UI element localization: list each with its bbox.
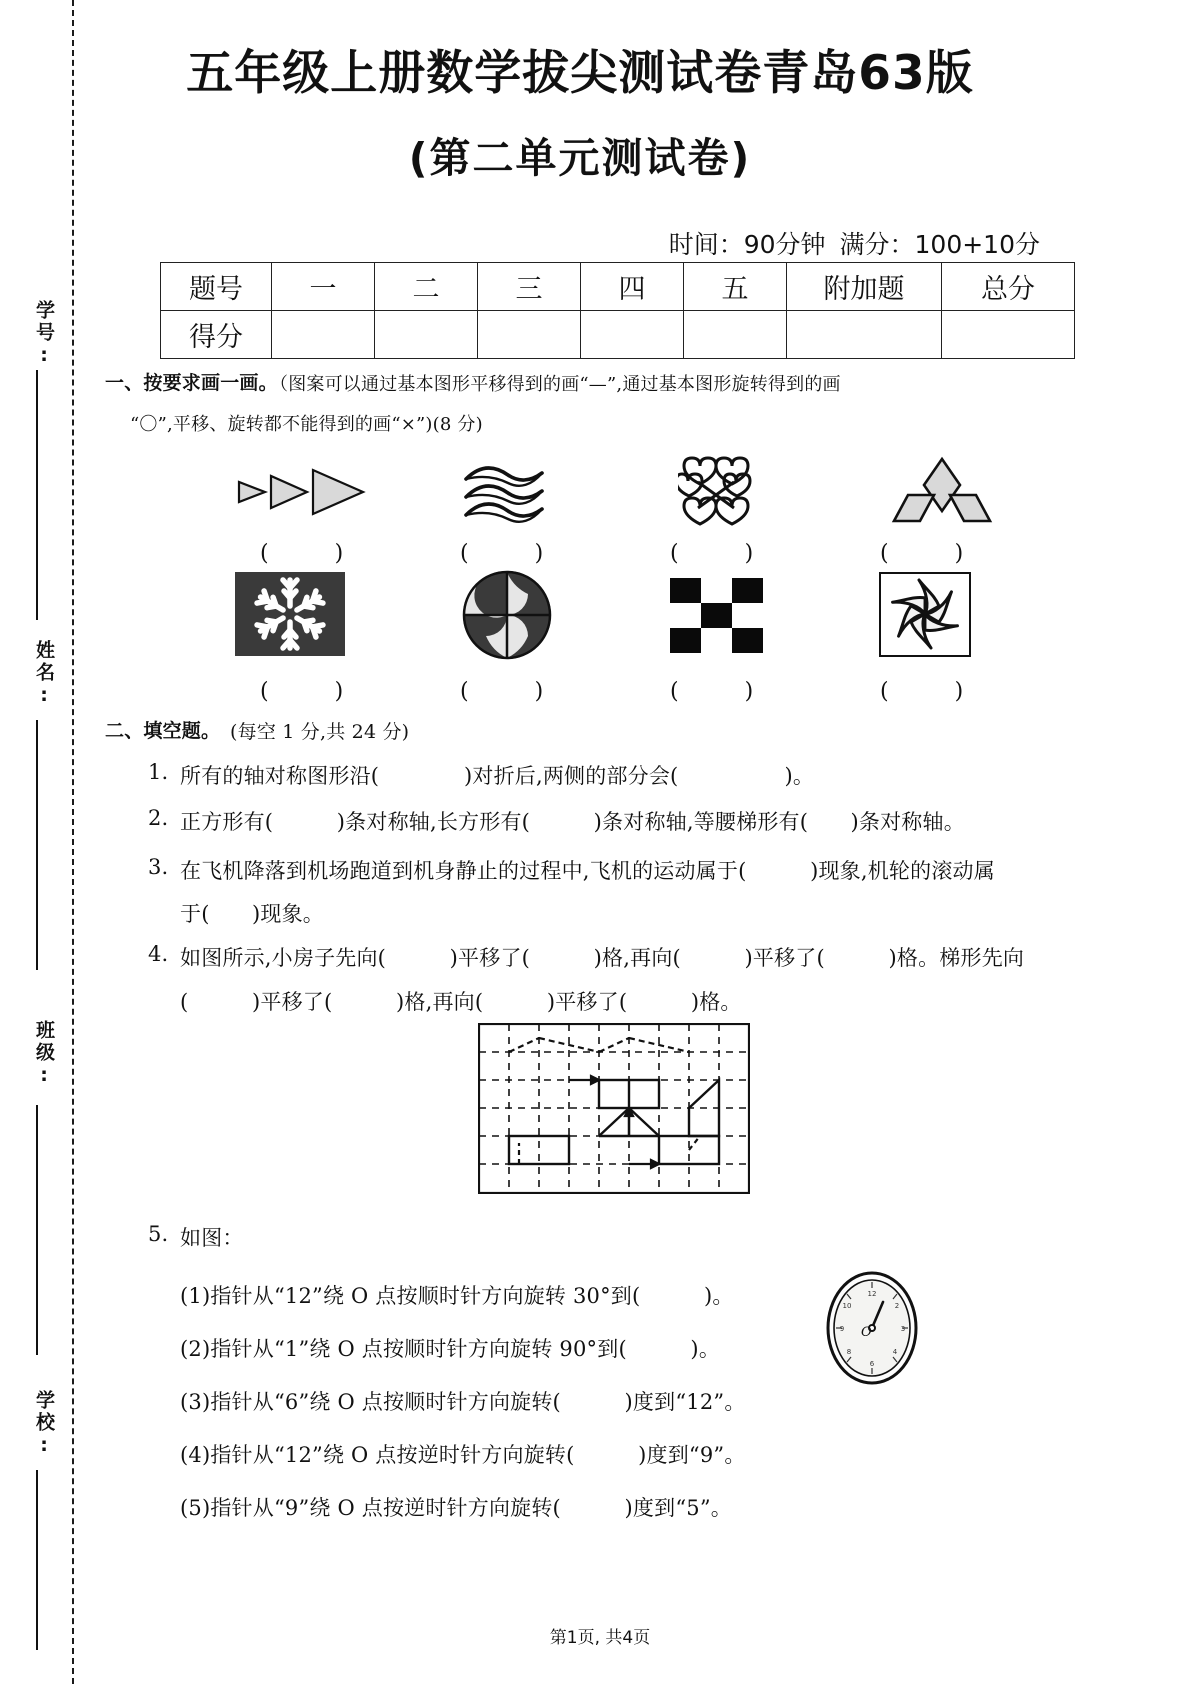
section1-heading: 一、按要求画一画。: [105, 372, 278, 394]
binding-dashed-line: [72, 0, 74, 1684]
question-5-sub-1[interactable]: (1)指针从“12”绕 O 点按顺时针方向旋转 30°到( )。: [180, 1284, 734, 1308]
clock-figure: [825, 1270, 919, 1391]
translation-grid-figure: [478, 1023, 750, 1199]
section1-instruction-line2: “〇”,平移、旋转都不能得到的画“×”)(8 分): [130, 414, 483, 435]
table-row-score: [161, 311, 1075, 359]
waves-figure: [460, 463, 550, 530]
full-score-label: 满分：100+10分: [839, 230, 1040, 259]
field-label-school: 学校:: [33, 1390, 55, 1459]
exam-meta: [669, 225, 1040, 261]
page-footer: 第1页, 共4页: [549, 1628, 651, 1648]
checkerboard-figure: [670, 578, 763, 658]
score-entry-cell[interactable]: [375, 311, 478, 359]
score-entry-cell[interactable]: [478, 311, 581, 359]
question-5-sub-3[interactable]: (3)指针从“6”绕 O 点按顺时针方向旋转( )度到“12”。: [180, 1390, 746, 1414]
svg-text:12: 12: [867, 1290, 877, 1298]
table-row-header: [161, 263, 1075, 311]
question-number: 1.: [148, 760, 169, 784]
page-subtitle: (第二单元测试卷): [408, 134, 752, 182]
ornament-figure: [678, 452, 754, 537]
question-5-sub-4[interactable]: (4)指针从“12”绕 O 点按逆时针方向旋转( )度到“9”。: [180, 1443, 746, 1467]
field-rule-school: [36, 1470, 38, 1650]
page-title: 五年级上册数学拔尖测试卷青岛63版: [186, 46, 974, 101]
score-table-cell: 五: [684, 263, 787, 311]
question-4-line2[interactable]: ( )平移了( )格,再向( )平移了( )格。: [180, 990, 742, 1014]
score-table-cell: 四: [581, 263, 684, 311]
left-binding-margin: [0, 0, 100, 1684]
svg-text:8: 8: [846, 1348, 852, 1356]
score-table-cell: 三: [478, 263, 581, 311]
svg-text:2: 2: [894, 1302, 900, 1310]
question-3-line2[interactable]: 于( )现象。: [180, 902, 324, 926]
pinwheel-circle-figure: [462, 570, 552, 665]
field-label-name: 姓名:: [33, 640, 55, 709]
score-table-cell: 一: [272, 263, 375, 311]
star-pinwheel-figure: [879, 572, 971, 662]
field-label-class: 班级:: [33, 1020, 55, 1089]
question-5-sub-5[interactable]: (5)指针从“9”绕 O 点按逆时针方向旋转( )度到“5”。: [180, 1496, 732, 1520]
svg-text:9: 9: [839, 1325, 845, 1333]
section2-heading: 二、填空题。: [105, 720, 221, 742]
score-entry-cell[interactable]: [272, 311, 375, 359]
answer-paren[interactable]: ( ): [880, 541, 964, 566]
answer-paren[interactable]: ( ): [460, 679, 544, 704]
question-number: 4.: [148, 942, 169, 966]
question-5-text: 如图：: [180, 1226, 244, 1250]
answer-paren[interactable]: ( ): [460, 541, 544, 566]
answer-paren[interactable]: ( ): [670, 679, 754, 704]
clock-center-label: O: [861, 1325, 872, 1340]
diamonds-figure: [890, 455, 994, 536]
score-entry-cell[interactable]: [942, 311, 1075, 359]
svg-text:6: 6: [869, 1360, 875, 1368]
section1-instruction-line1: （图案可以通过基本图形平移得到的画“—”,通过基本图形旋转得到的画: [270, 374, 841, 395]
field-rule-class: [36, 1105, 38, 1355]
svg-text:4: 4: [892, 1348, 898, 1356]
score-table-cell: 总分: [942, 263, 1075, 311]
snowflake-figure: [235, 572, 345, 661]
answer-paren[interactable]: ( ): [880, 679, 964, 704]
question-4-line1[interactable]: 如图所示,小房子先向( )平移了( )格,再向( )平移了( )格。梯形先向: [180, 946, 1025, 970]
score-table-cell: 题号: [161, 263, 272, 311]
svg-text:10: 10: [842, 1302, 852, 1310]
question-1-text[interactable]: 所有的轴对称图形沿( )对折后,两侧的部分会( )。: [180, 764, 815, 788]
score-table: [160, 262, 1075, 359]
question-number: 3.: [148, 855, 169, 879]
score-entry-cell[interactable]: [684, 311, 787, 359]
score-entry-cell[interactable]: [581, 311, 684, 359]
field-rule-student-id: [36, 370, 38, 620]
score-table-cell: 二: [375, 263, 478, 311]
question-number: 5.: [148, 1222, 169, 1246]
answer-paren[interactable]: ( ): [260, 679, 344, 704]
question-5-sub-2[interactable]: (2)指针从“1”绕 O 点按顺时针方向旋转 90°到( )。: [180, 1337, 721, 1361]
score-table-cell: 附加题: [787, 263, 942, 311]
answer-paren[interactable]: ( ): [670, 541, 754, 566]
question-number: 2.: [148, 806, 169, 830]
time-label: 时间：90分钟: [668, 230, 826, 259]
score-entry-cell[interactable]: [787, 311, 942, 359]
question-2-text[interactable]: 正方形有( )条对称轴,长方形有( )条对称轴,等腰梯形有( )条对称轴。: [180, 810, 965, 834]
exam-page: [100, 0, 1100, 1684]
section2-points: (每空 1 分,共 24 分): [230, 721, 410, 743]
field-rule-name: [36, 720, 38, 970]
svg-text:3: 3: [900, 1325, 906, 1333]
field-label-student-id: 学号:: [33, 300, 55, 369]
triangles-figure: [235, 468, 370, 521]
score-table-cell: 得分: [161, 311, 272, 359]
question-3-line1[interactable]: 在飞机降落到机场跑道到机身静止的过程中,飞机的运动属于( )现象,机轮的滚动属: [180, 859, 995, 883]
answer-paren[interactable]: ( ): [260, 541, 344, 566]
